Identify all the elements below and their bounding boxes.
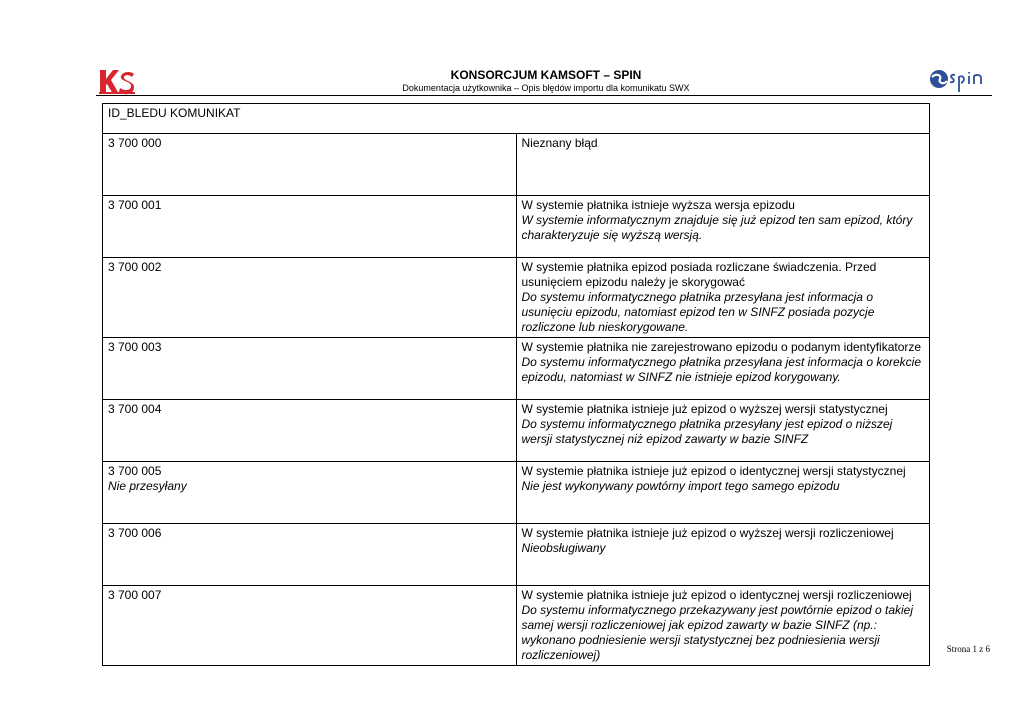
error-id-cell	[103, 524, 517, 586]
error-message: W systemie płatnika istnieje już epizod o identycznej wersji statystycznej	[521, 464, 906, 478]
error-message-cell	[516, 462, 930, 524]
table-row	[103, 400, 930, 462]
error-id: 3 700 004	[108, 402, 162, 416]
document-title: KONSORCJUM KAMSOFT – SPIN	[450, 68, 642, 82]
error-id-cell	[103, 462, 517, 524]
error-description: Nieobsługiwany	[521, 541, 606, 555]
error-message: W systemie płatnika nie zarejestrowano epizodu o podanym identyfikatorze	[521, 340, 922, 354]
error-message: W systemie płatnika istnieje już epizod o identycznej wersji rozliczeniowej	[521, 588, 912, 602]
table-row	[103, 338, 930, 400]
header-title-block	[300, 68, 792, 94]
error-message-cell	[516, 134, 930, 196]
error-message-cell	[516, 196, 930, 258]
error-id: 3 700 005	[108, 464, 162, 478]
error-id-cell	[103, 338, 517, 400]
error-description: Do systemu informatycznego płatnika przesyłana jest informacja o usunięciu epizodu, natomiast epizod ten w SINFZ posiada pozycje rozliczone lub nieskorygowane.	[521, 290, 875, 334]
error-message-cell	[516, 400, 930, 462]
table-row	[103, 134, 930, 196]
error-id: 3 700 003	[108, 340, 162, 354]
error-id: 3 700 001	[108, 198, 162, 212]
error-description: Do systemu informatycznego płatnika przesyłana jest informacja o korekcie epizodu, natomiast w SINFZ nie istnieje epizod korygowany.	[521, 355, 922, 384]
table-row	[103, 524, 930, 586]
error-id-cell	[103, 400, 517, 462]
table-row	[103, 196, 930, 258]
error-id: 3 700 006	[108, 526, 162, 540]
table-row	[103, 586, 930, 666]
error-message: W systemie płatnika istnieje już epizod o wyższej wersji rozliczeniowej	[521, 526, 894, 540]
error-id: 3 700 007	[108, 588, 162, 602]
error-id-cell	[103, 258, 517, 338]
error-message-cell	[516, 586, 930, 666]
page-number: Strona 1 z 6	[946, 644, 990, 654]
error-id: 3 700 002	[108, 260, 162, 274]
error-description: Nie jest wykonywany powtórny import tego samego epizodu	[521, 479, 840, 493]
error-message: W systemie płatnika istnieje już epizod o wyższej wersji statystycznej	[521, 402, 888, 416]
error-message-cell	[516, 258, 930, 338]
error-id-note: Nie przesyłany	[108, 479, 187, 493]
table-header-cell	[103, 104, 930, 134]
error-message-cell	[516, 338, 930, 400]
column-header-id: ID_BLEDU	[108, 106, 167, 120]
error-message: W systemie płatnika epizod posiada rozliczane świadczenia. Przed usunięciem epizodu należy je skorygować	[521, 260, 877, 289]
error-message: W systemie płatnika istnieje wyższa wersja epizodu	[521, 198, 795, 212]
column-header-message: KOMUNIKAT	[170, 106, 241, 120]
document-subtitle: Dokumentacja użytkownika – Opis błędów importu dla komunikatu SWX	[402, 83, 690, 93]
table-row	[103, 258, 930, 338]
error-message-cell	[516, 524, 930, 586]
ks-logo-icon	[98, 68, 136, 96]
error-description: W systemie informatycznym znajduje się już epizod ten sam epizod, który charakteryzuje się wyższą wersją.	[521, 213, 913, 242]
error-id-cell	[103, 134, 517, 196]
error-id-cell	[103, 586, 517, 666]
error-table	[102, 103, 930, 666]
error-message: Nieznany błąd	[521, 136, 598, 150]
error-id: 3 700 000	[108, 136, 162, 150]
error-id-cell	[103, 196, 517, 258]
header-divider	[96, 95, 992, 96]
table-row	[103, 462, 930, 524]
spin-logo-icon	[928, 66, 988, 96]
error-description: Do systemu informatycznego płatnika przesyłany jest epizod o niższej wersji statystycznej niż epizod zawarty w bazie SINFZ	[521, 417, 893, 446]
table-header-row	[103, 104, 930, 134]
error-description: Do systemu informatycznego przekazywany jest powtórnie epizod o takiej samej wersji rozliczeniowej jak epizod zawarty w bazie SINFZ (np.: wykonano podniesienie wersji statystycznej bez podniesienia wersji rozliczeniowej)	[521, 603, 914, 662]
